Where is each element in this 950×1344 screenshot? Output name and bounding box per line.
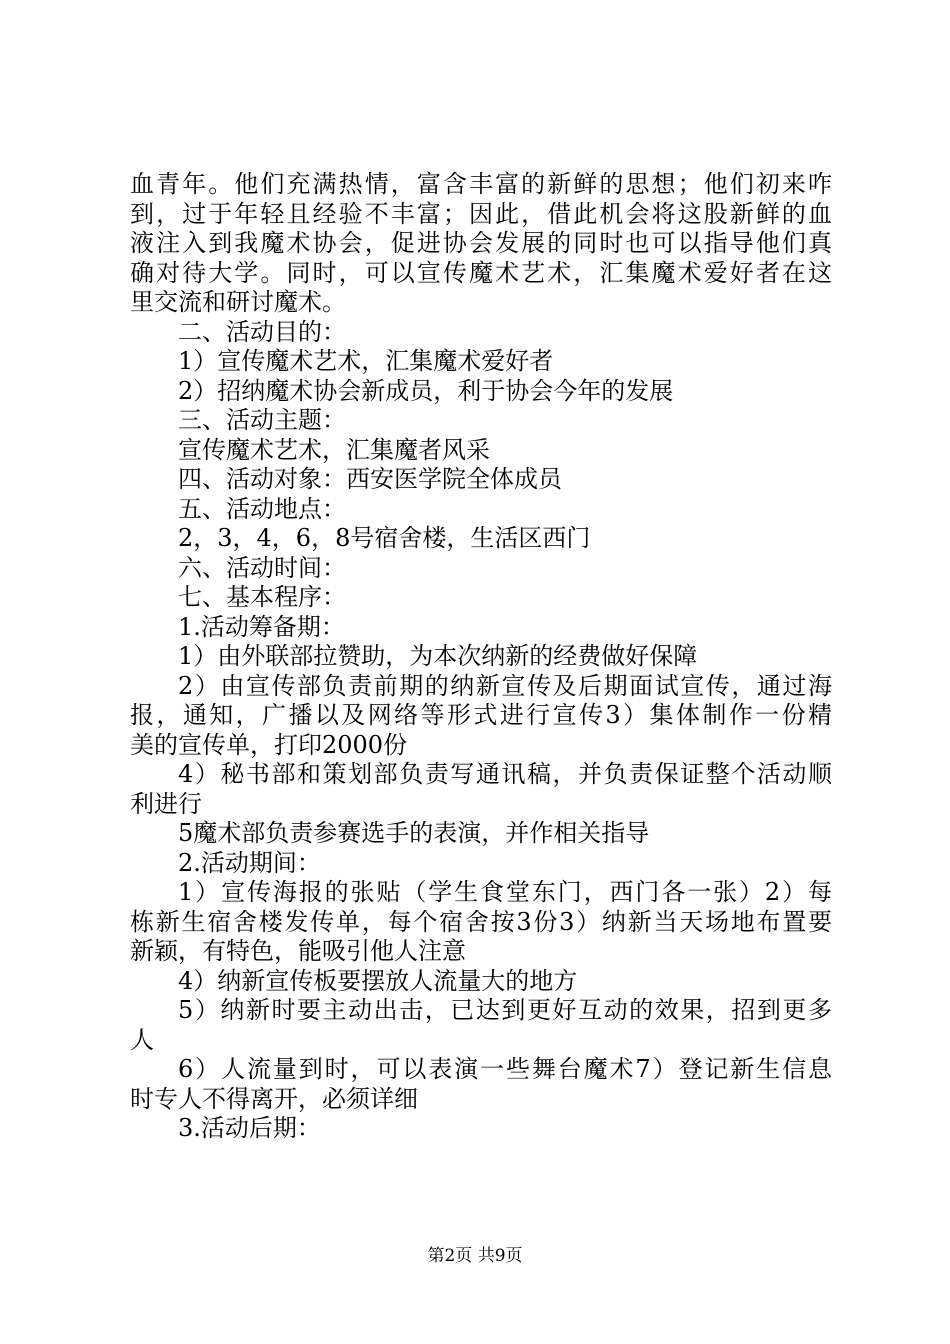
text-line: 1）由外联部拉赞助，为本次纳新的经费做好保障: [178, 642, 698, 670]
text-line: 利进行: [130, 789, 202, 818]
text-line: 确对待大学。同时，可以宣传魔术艺术，汇集魔术爱好者在这: [130, 258, 832, 287]
text-line: 1）宣传魔术艺术，汇集魔术爱好者: [178, 347, 554, 375]
text-line: 4）纳新宣传板要摆放人流量大的地方: [178, 966, 578, 995]
text-line: 报，通知，广播以及网络等形式进行宣传3）集体制作一份精: [130, 701, 832, 729]
text-line: 五、活动地点：: [178, 494, 346, 523]
text-line: 宣传魔术艺术，汇集魔者风采: [178, 435, 490, 464]
text-line: 3.活动后期：: [178, 1114, 321, 1142]
text-line: 人: [130, 1025, 154, 1054]
text-line: 新颖，有特色，能吸引他人注意: [130, 937, 466, 965]
text-line: 时专人不得离开，必须详细: [130, 1084, 418, 1113]
document-body: [130, 170, 832, 1144]
text-line: 液注入到我魔术协会，促进协会发展的同时也可以指导他们真: [130, 229, 832, 257]
text-line: 1）宣传海报的张贴（学生食堂东门，西门各一张）2）每: [178, 878, 832, 906]
text-line: 5）纳新时要主动出击，已达到更好互动的效果，招到更多: [178, 996, 832, 1024]
text-line: 4）秘书部和策划部负责写通讯稿，并负责保证整个活动顺: [178, 760, 832, 788]
text-line: 里交流和研讨魔术。: [130, 288, 346, 316]
page-footer: 第2页 共9页: [427, 1246, 523, 1266]
text-line: 2）招纳魔术协会新成员，利于协会今年的发展: [178, 376, 674, 405]
text-line: 四、活动对象：西安医学院全体成员: [178, 465, 562, 493]
text-line: 美的宣传单，打印2000份: [130, 730, 408, 759]
text-line: 三、活动主题：: [178, 406, 346, 434]
text-line: 血青年。他们充满热情，富含丰富的新鲜的思想；他们初来咋: [130, 170, 832, 198]
text-line: 七、基本程序：: [178, 583, 346, 611]
text-line: 2.活动期间：: [178, 848, 321, 877]
text-line: 2，3，4，6，8号宿舍楼，生活区西门: [178, 524, 591, 552]
text-line: 5魔术部负责参赛选手的表演，并作相关指导: [178, 819, 650, 847]
text-line: 1.活动筹备期：: [178, 612, 345, 641]
text-line: 到，过于年轻且经验不丰富；因此，借此机会将这股新鲜的血: [130, 199, 832, 228]
text-line: 栋新生宿舍楼发传单，每个宿舍按3份3）纳新当天场地布置要: [130, 907, 832, 936]
text-line: 2）由宣传部负责前期的纳新宣传及后期面试宣传，通过海: [178, 671, 832, 700]
text-line: 二、活动目的：: [178, 317, 346, 346]
text-line: 六、活动时间：: [178, 553, 346, 582]
text-line: 6）人流量到时，可以表演一些舞台魔术7）登记新生信息: [178, 1055, 832, 1083]
